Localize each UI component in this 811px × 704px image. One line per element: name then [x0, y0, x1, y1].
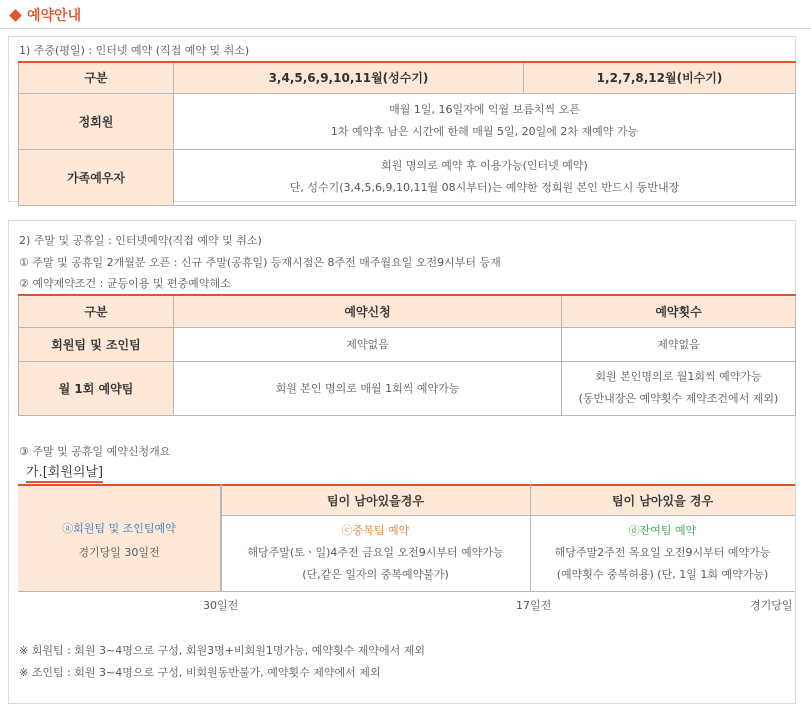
- tick-30-days: 30일전: [203, 599, 239, 612]
- weekday-header-category: 구분: [19, 62, 174, 93]
- section2-heading: 2) 주말 및 공휴일 : 인터넷예약(직접 예약 및 취소): [19, 234, 262, 247]
- remaining-team-line: (예약횟수 중복허용) (단, 1일 1회 예약가능): [556, 568, 769, 581]
- timeline-start-cell: [18, 484, 221, 592]
- timeline-col2-header: 팀이 남아있을 경우: [530, 484, 795, 516]
- note-join-team: ※ 조인팀 : 회원 3~4명으로 구성, 비회원동반불가, 예약횟수 제약에서 제외: [19, 666, 381, 679]
- timeline-divider: [530, 484, 531, 592]
- remaining-team-cell: [530, 516, 795, 592]
- weekday-header-peak: 3,4,5,6,9,10,11월(성수기): [174, 62, 524, 93]
- reservation-timeline: [18, 484, 795, 594]
- page-title: 예약안내: [27, 8, 82, 24]
- title-divider: [0, 28, 811, 29]
- section3-heading: ③ 주말 및 공휴일 예약신청개요: [19, 445, 171, 458]
- row-label-monthly-team: 월 1회 예약팀: [19, 361, 174, 415]
- monthly-team-apply: 회원 본인 명의로 매월 1회씩 예약가능: [174, 361, 562, 415]
- page-title-bar: [8, 5, 81, 25]
- weekday-table: [18, 61, 796, 206]
- section2-note-2: ② 예약제약조건 : 균등이용 및 편중예약해소: [19, 277, 231, 290]
- regular-member-rule: [174, 93, 796, 149]
- thirty-days-before-label: 경기당일 30일전: [78, 546, 160, 559]
- count-line: 회원 본인명의로 월1회씩 예약가능: [595, 370, 762, 383]
- weekend-header-count: 예약횟수: [562, 295, 796, 327]
- weekend-table: [18, 294, 796, 416]
- row-label-regular-member: 정회원: [19, 93, 174, 149]
- member-day-subtitle: 가.[회원의날]: [26, 461, 103, 483]
- remaining-team-line: 해당주말2주전 목요일 오전9시부터 예약가능: [554, 546, 771, 559]
- rule-line: 회원 명의로 예약 후 이용가능(인터넷 예약): [381, 159, 588, 172]
- rule-line: 매월 1일, 16일자에 익월 보름치씩 오픈: [389, 103, 580, 116]
- section2-note-1: ① 주말 및 공휴일 2개월분 오픈 : 신규 주말(공휴일) 등재시점은 8주전 매주월요일 오전9시부터 등재: [19, 256, 501, 269]
- remaining-team-title: ⓓ잔여팀 예약: [628, 524, 697, 537]
- monthly-team-count: [562, 361, 796, 415]
- weekend-header-category: 구분: [19, 295, 174, 327]
- rule-line: 1차 예약후 남은 시간에 한해 매월 5일, 20일에 2차 재예약 가능: [330, 125, 639, 138]
- row-label-family: 가족예우자: [19, 149, 174, 205]
- tick-17-days: 17일전: [516, 599, 552, 612]
- table-row: [19, 361, 796, 415]
- rule-line: 단, 성수기(3,4,5,6,9,10,11월 08시부터)는 예약한 정회원 본인 반드시 동반내장: [289, 181, 680, 194]
- family-rule: [174, 149, 796, 205]
- weekday-header-offpeak: 1,2,7,8,12월(비수기): [524, 62, 796, 93]
- duplicate-team-cell: [221, 516, 530, 592]
- note-member-team: ※ 회원팀 : 회원 3~4명으로 구성, 회원3명+비회원1명가능, 예약횟수 제약에서 제외: [19, 644, 425, 657]
- weekend-header-apply: 예약신청: [174, 295, 562, 327]
- diamond-bullet-icon: [9, 9, 22, 22]
- duplicate-team-line: (단,같은 일자의 중복예약불가): [302, 568, 449, 581]
- timeline-divider: [221, 484, 222, 592]
- member-join-apply: 제약없음: [174, 327, 562, 361]
- table-row: [19, 327, 796, 361]
- tick-game-day: 경기당일: [750, 599, 793, 612]
- table-row: [19, 93, 796, 149]
- member-join-count: 제약없음: [562, 327, 796, 361]
- count-line: (동반내장은 예약횟수 제약조건에서 제외): [578, 392, 779, 405]
- member-join-reservation-label: ⓐ회원팀 및 조인팀예약: [62, 522, 176, 535]
- duplicate-team-line: 해당주말(토ㆍ일)4주전 금요일 오전9시부터 예약가능: [247, 546, 504, 559]
- row-label-member-join: 회원팀 및 조인팀: [19, 327, 174, 361]
- section1-heading: 1) 주중(평일) : 인터넷 예약 (직접 예약 및 취소): [19, 44, 250, 57]
- timeline-col1-header: 팀이 남아있을경우: [221, 484, 530, 516]
- section2-box: [8, 220, 796, 704]
- duplicate-team-title: ⓒ중복팀 예약: [341, 524, 410, 537]
- table-row: [19, 149, 796, 205]
